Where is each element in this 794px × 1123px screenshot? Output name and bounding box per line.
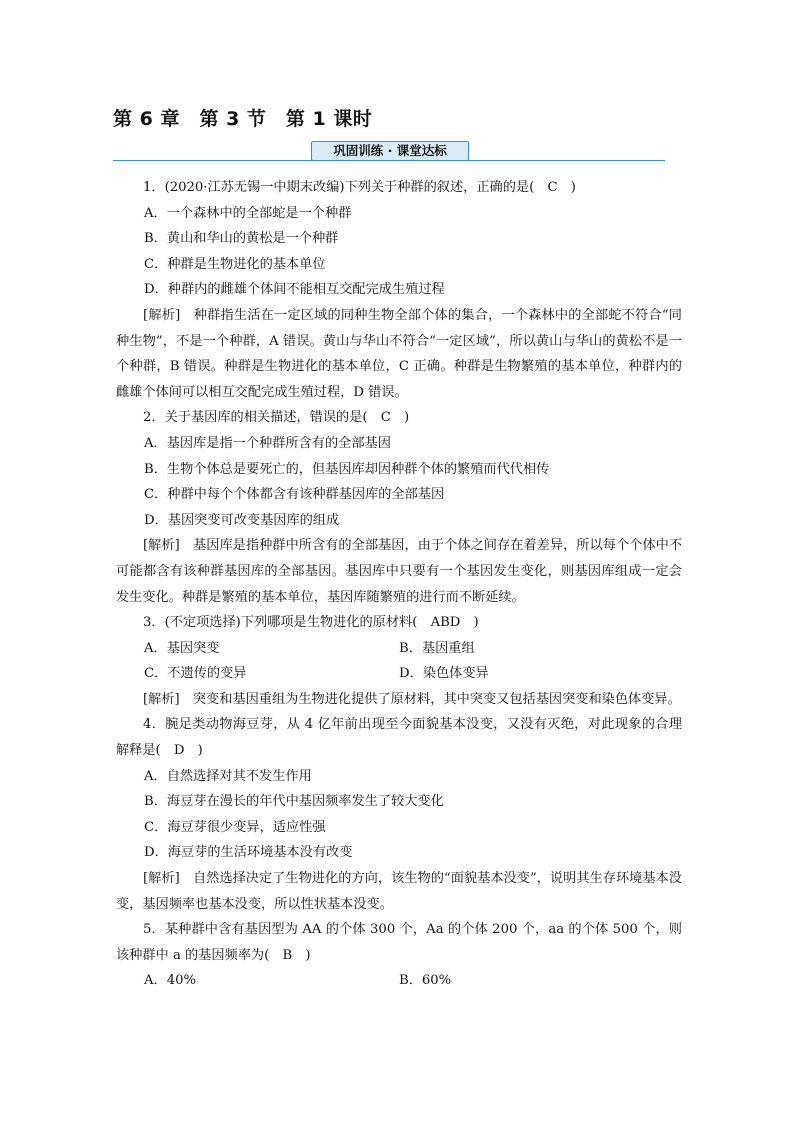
page-title: 第 6 章 第 3 节 第 1 课时	[113, 108, 373, 130]
analysis-tag: [解析]	[143, 307, 181, 323]
question-4-option-d: D．海豆芽的生活环境基本没有改变	[144, 845, 353, 861]
question-2-option-c: C．种群中每个个体都含有该种群基因库的全部基因	[144, 487, 445, 503]
question-5-option-a: A．40%	[144, 973, 197, 989]
analysis-tag: [解析]	[143, 871, 180, 887]
question-5-option-b: B．60%	[399, 973, 452, 989]
question-3-option-d: D．染色体变异	[399, 666, 489, 682]
question-1-option-c: C．种群是生物进化的基本单位	[144, 256, 326, 272]
question-2-analysis	[116, 533, 682, 610]
question-3-analysis	[116, 687, 682, 713]
exercise-content	[116, 175, 682, 994]
question-3-options-row-2	[116, 661, 682, 687]
question-4-analysis	[116, 866, 682, 917]
analysis-text: 突变和基因重组为生物进化提供了原材料，其中突变又包括基因突变和染色体变异。	[179, 691, 681, 707]
section-banner: 巩固训练 · 课堂达标	[311, 141, 469, 161]
question-3-option-c: C．不遗传的变异	[144, 666, 247, 682]
question-3-stem: 3．(不定项选择)下列哪项是生物进化的原材料( ABD )	[143, 615, 479, 631]
question-2-option-d: D．基因突变可改变基因库的组成	[144, 512, 340, 528]
question-1-option-a: A．一个森林中的全部蛇是一个种群	[144, 205, 352, 221]
question-3-option-b: B．基因重组	[399, 640, 475, 656]
question-4-stem: 4．腕足类动物海豆芽，从 4 亿年前出现至今面貌基本没变，又没有灭绝，对此现象的合理解释是( D )	[116, 717, 682, 759]
question-1-stem: 1．(2020·江苏无锡一中期末改编)下列关于种群的叙述，正确的是( C )	[143, 180, 576, 195]
analysis-text: 自然选择决定了生物进化的方向，该生物的“面貌基本没变”，说明其生存环境基本没变，基因频率也基本没变，所以性状基本没变。	[116, 871, 682, 912]
question-1-analysis	[116, 303, 682, 405]
question-1-option-d: D．种群内的雌雄个体间不能相互交配完成生殖过程	[144, 282, 445, 298]
analysis-text: 种群指生活在一定区域的同种生物全部个体的集合，一个森林中的全部蛇不符合“同种生物”，不是一个种群，A 错误。黄山与华山不符合“一定区域”，所以黄山与华山的黄松不是一个种群，B 错误。种群是生物进化的基本单位，C 正确。种群是生物繁殖的基本单位，种群内的雌雄个体间可以相互交配完成生殖过程，D 错误。	[116, 307, 682, 400]
analysis-text: 基因库是指种群中所含有的全部基因，由于个体之间存在着差异，所以每个个体中不可能都含有该种群基因库的全部基因。基因库中只要有一个基因发生变化，则基因库组成一定会发生变化。种群是繁殖的基本单位，基因库随繁殖的进行而不断延续。	[116, 538, 683, 605]
analysis-tag: [解析]	[143, 691, 180, 707]
question-4-option-a: A．自然选择对其不发生作用	[144, 768, 312, 784]
question-3-options-row-1	[116, 636, 682, 662]
question-2-stem: 2．关于基因库的相关描述，错误的是( C )	[143, 410, 410, 426]
question-3-option-a: A．基因突变	[144, 640, 220, 656]
question-4-option-b: B．海豆芽在漫长的年代中基因频率发生了较大变化	[144, 794, 444, 810]
question-5-stem: 5．某种群中含有基因型为 AA 的个体 300 个，Aa 的个体 200 个，aa 的个体 500 个，则该种群中 a 的基因频率为( B )	[116, 922, 682, 963]
question-2-option-a: A．基因库是指一个种群所含有的全部基因	[144, 435, 391, 451]
question-2-option-b: B．生物个体总是要死亡的，但基因库却因种群个体的繁殖而代代相传	[144, 461, 550, 477]
analysis-tag: [解析]	[143, 538, 180, 554]
question-5-options-row-1	[116, 968, 682, 994]
question-4-option-c: C．海豆芽很少变异，适应性强	[144, 819, 326, 835]
question-1-option-b: B．黄山和华山的黄松是一个种群	[144, 231, 339, 247]
